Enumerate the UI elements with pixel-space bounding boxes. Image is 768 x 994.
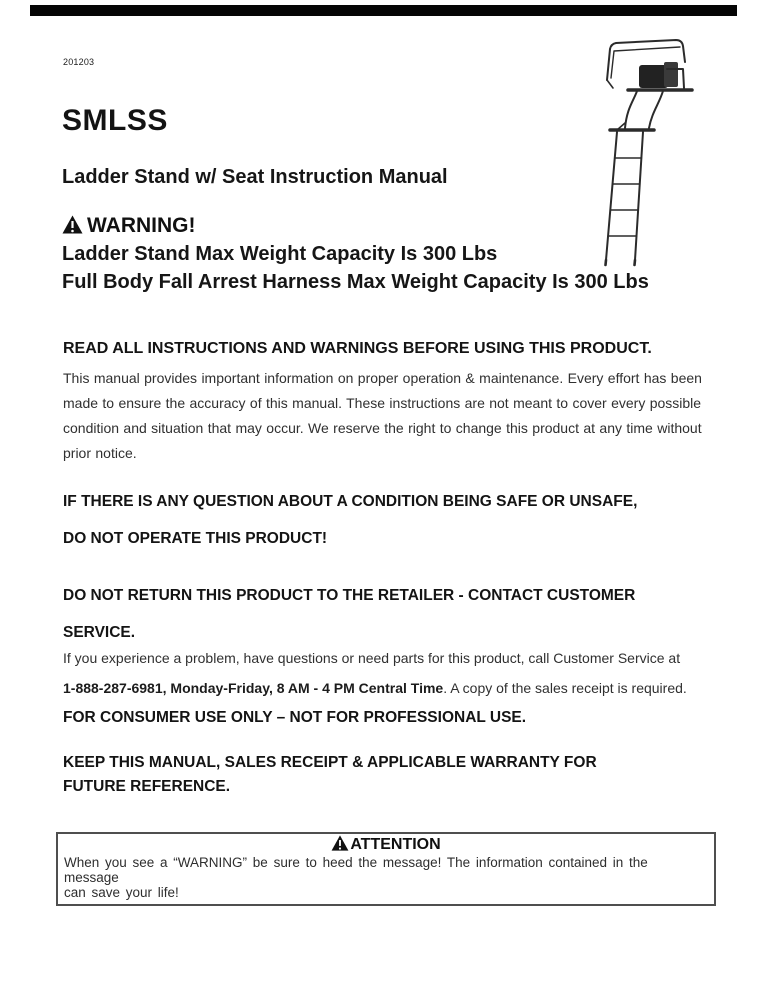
- seat-cushion: [639, 65, 668, 88]
- intro-line: prior notice.: [63, 445, 137, 461]
- service-phone-hours: 1-888-287-6981, Monday-Friday, 8 AM - 4 PM Central Time: [63, 680, 444, 696]
- intro-line: condition and situation that may occur. We reserve the right to change this product at any time without: [63, 420, 702, 436]
- warning-capacity-lines: [62, 240, 649, 296]
- service-line: [63, 673, 713, 703]
- warning-triangle-icon: [62, 215, 83, 234]
- intro-line: This manual provides important information on proper operation & maintenance. Every effort has been: [63, 370, 702, 386]
- seat-backrest: [664, 62, 678, 87]
- safe-unsafe-heading: [63, 483, 713, 557]
- safe-unsafe-line: IF THERE IS ANY QUESTION ABOUT A CONDITION BEING SAFE OR UNSAFE,: [63, 493, 638, 510]
- part-number: 201203: [63, 57, 95, 67]
- top-rule-bar: [30, 5, 737, 16]
- no-return-line: SERVICE.: [63, 624, 136, 641]
- attention-text-line: When you see a “WARNING” be sure to heed the message! The information contained in the message: [64, 855, 648, 885]
- frame-post-left: [625, 91, 637, 128]
- warning-label: WARNING!: [87, 214, 196, 237]
- attention-heading: [64, 835, 708, 855]
- attention-box: [56, 832, 716, 906]
- keep-manual-heading: [63, 751, 713, 799]
- service-line: If you experience a problem, have questions or need parts for this product, call Customer Service at: [63, 650, 681, 666]
- capacity-line-harness: Full Body Fall Arrest Harness Max Weight Capacity Is 300 Lbs: [62, 271, 649, 293]
- keep-manual-line: KEEP THIS MANUAL, SALES RECEIPT & APPLICABLE WARRANTY FOR: [63, 754, 597, 771]
- frame-post-right: [649, 91, 663, 128]
- keep-manual-line: FUTURE REFERENCE.: [63, 778, 231, 795]
- attention-label: ATTENTION: [350, 836, 441, 853]
- consumer-use-heading: FOR CONSUMER USE ONLY – NOT FOR PROFESSIONAL USE.: [63, 709, 527, 726]
- intro-line: made to ensure the accuracy of this manual. These instructions are not meant to cover every possible: [63, 395, 702, 411]
- capacity-line-stand: Ladder Stand Max Weight Capacity Is 300 Lbs: [62, 243, 498, 265]
- ladder-stand-illustration: [597, 38, 707, 268]
- no-return-line: DO NOT RETURN THIS PRODUCT TO THE RETAILER - CONTACT CUSTOMER: [63, 587, 636, 604]
- page-title: SMLSS: [62, 104, 168, 137]
- read-all-heading: READ ALL INSTRUCTIONS AND WARNINGS BEFORE USING THIS PRODUCT.: [63, 340, 652, 357]
- warning-heading: [62, 212, 196, 240]
- no-return-heading: [63, 577, 713, 651]
- attention-triangle-icon: [331, 835, 349, 851]
- service-receipt-note: . A copy of the sales receipt is required.: [443, 680, 687, 696]
- intro-paragraph: [63, 366, 709, 466]
- page-subtitle: Ladder Stand w/ Seat Instruction Manual: [62, 166, 448, 188]
- safe-unsafe-line: DO NOT OPERATE THIS PRODUCT!: [63, 530, 328, 547]
- attention-text-line: can save your life!: [64, 885, 179, 900]
- customer-service-paragraph: [63, 643, 713, 703]
- rail-support: [607, 80, 613, 88]
